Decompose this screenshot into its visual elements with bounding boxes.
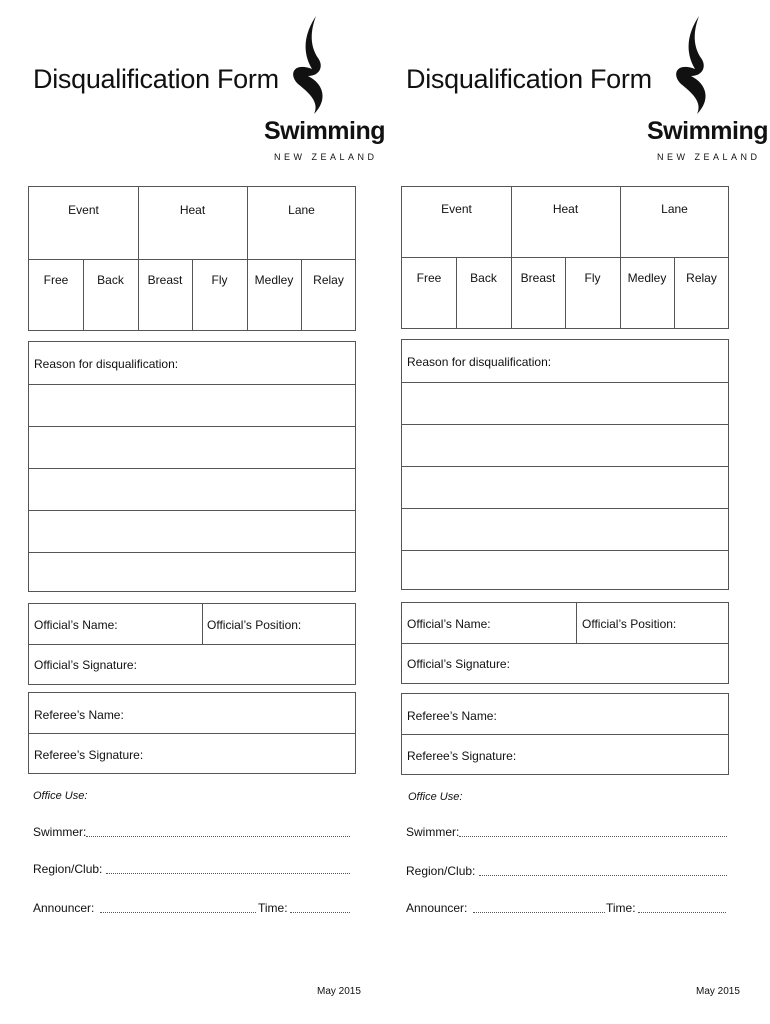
- stroke-breast[interactable]: Breast: [520, 271, 556, 285]
- referees-signature-field[interactable]: Referee’s Signature:: [34, 748, 144, 762]
- officials-signature-field[interactable]: Official’s Signature:: [34, 658, 137, 672]
- stroke-fly[interactable]: Fly: [584, 271, 601, 285]
- lane-label: Lane: [661, 202, 688, 216]
- stroke-medley[interactable]: Medley: [627, 271, 667, 285]
- reason-line[interactable]: [29, 552, 355, 553]
- swimmer-field[interactable]: [459, 836, 727, 837]
- stroke-free[interactable]: Free: [43, 273, 69, 287]
- reason-line[interactable]: [29, 468, 355, 469]
- heat-label: Heat: [179, 203, 206, 217]
- office-use-label: Office Use:: [408, 791, 463, 803]
- office-use-label: Office Use:: [33, 790, 88, 802]
- officials-box: [28, 603, 356, 685]
- reason-line[interactable]: [402, 550, 728, 551]
- time-field[interactable]: [638, 912, 726, 913]
- reason-line[interactable]: [29, 426, 355, 427]
- reason-line[interactable]: [402, 508, 728, 509]
- stroke-relay[interactable]: Relay: [686, 271, 717, 285]
- reason-box: [28, 341, 356, 592]
- reason-line[interactable]: [402, 424, 728, 425]
- referee-box: [401, 693, 729, 775]
- officials-signature-field[interactable]: Official’s Signature:: [407, 657, 510, 671]
- region-club-field[interactable]: [106, 873, 350, 874]
- time-label: Time:: [258, 901, 288, 915]
- officials-position-field[interactable]: Official’s Position:: [207, 618, 302, 632]
- footer-date: May 2015: [317, 986, 361, 997]
- swimming-nz-logo: [647, 14, 769, 164]
- officials-position-field[interactable]: Official’s Position:: [582, 617, 677, 631]
- referee-box: [28, 692, 356, 774]
- announcer-label: Announcer:: [406, 901, 468, 915]
- region-club-field[interactable]: [479, 875, 727, 876]
- form-title: Disqualification Form: [406, 64, 652, 94]
- stroke-breast[interactable]: Breast: [147, 273, 183, 287]
- stroke-fly[interactable]: Fly: [211, 273, 228, 287]
- announcer-label: Announcer:: [33, 901, 95, 915]
- referees-signature-field[interactable]: Referee’s Signature:: [407, 749, 517, 763]
- time-label: Time:: [606, 901, 636, 915]
- stroke-medley[interactable]: Medley: [254, 273, 294, 287]
- swimmer-label: Swimmer:: [406, 825, 460, 839]
- logo-country-text: NEW ZEALAND: [657, 152, 761, 162]
- swimming-nz-logo: [264, 14, 386, 164]
- reason-label: Reason for disqualification:: [34, 357, 179, 371]
- logo-brand-text: Swimming: [264, 117, 386, 145]
- event-label: Event: [441, 202, 472, 216]
- disqualification-form-left: [28, 0, 386, 1024]
- announcer-field[interactable]: [100, 912, 256, 913]
- swimmer-swoosh-icon: [667, 14, 717, 114]
- reason-line[interactable]: [402, 466, 728, 467]
- reason-label: Reason for disqualification:: [407, 355, 552, 369]
- stroke-relay[interactable]: Relay: [313, 273, 344, 287]
- logo-country-text: NEW ZEALAND: [274, 152, 378, 162]
- swimmer-field[interactable]: [86, 836, 350, 837]
- disqualification-form-right: [401, 0, 769, 1024]
- announcer-field[interactable]: [473, 912, 605, 913]
- stroke-back[interactable]: Back: [97, 273, 124, 287]
- swimmer-swoosh-icon: [284, 14, 334, 114]
- region-club-label: Region/Club:: [406, 864, 476, 878]
- referees-name-field[interactable]: Referee’s Name:: [34, 708, 124, 722]
- form-title: Disqualification Form: [33, 64, 279, 94]
- stroke-back[interactable]: Back: [470, 271, 497, 285]
- referees-name-field[interactable]: Referee’s Name:: [407, 709, 497, 723]
- footer-date: May 2015: [696, 986, 740, 997]
- region-club-label: Region/Club:: [33, 862, 103, 876]
- officials-name-field[interactable]: Official’s Name:: [407, 617, 491, 631]
- reason-line[interactable]: [29, 384, 355, 385]
- stroke-free[interactable]: Free: [416, 271, 442, 285]
- reason-box: [401, 339, 729, 590]
- event-label: Event: [68, 203, 99, 217]
- heat-label: Heat: [552, 202, 579, 216]
- officials-box: [401, 602, 729, 684]
- time-field[interactable]: [290, 912, 350, 913]
- reason-line[interactable]: [402, 382, 728, 383]
- event-details-box: [28, 186, 356, 331]
- logo-brand-text: Swimming: [647, 117, 769, 145]
- reason-line[interactable]: [29, 510, 355, 511]
- officials-name-field[interactable]: Official’s Name:: [34, 618, 118, 632]
- lane-label: Lane: [288, 203, 315, 217]
- event-details-box: [401, 186, 729, 329]
- swimmer-label: Swimmer:: [33, 825, 87, 839]
